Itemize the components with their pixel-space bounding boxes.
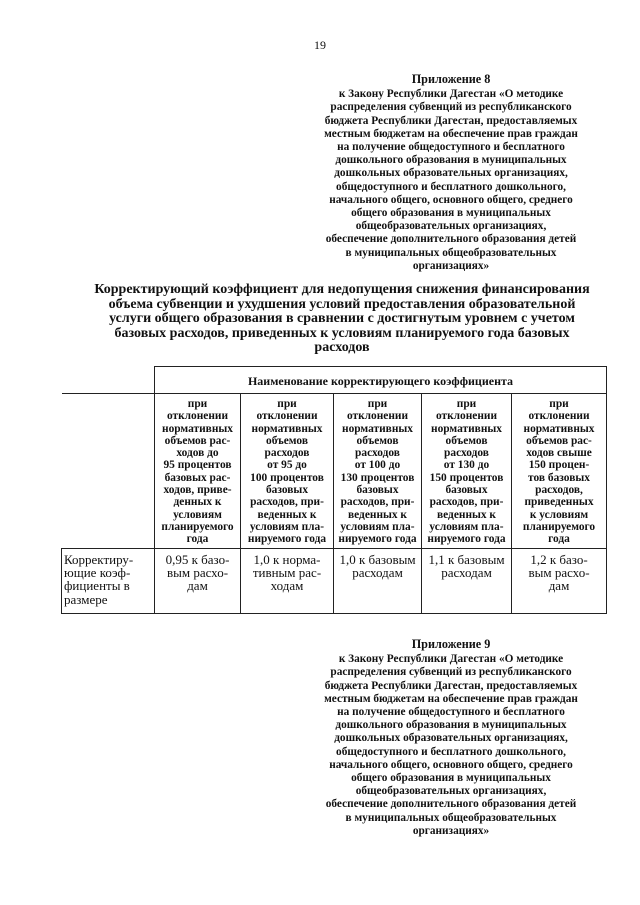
text-line: 1,1 к базовым bbox=[428, 551, 505, 567]
table-header-label: Наименование корректирующего коэффициента bbox=[155, 367, 607, 394]
text-line: отклонении bbox=[435, 410, 498, 423]
text-line: на получение общедоступного и бесплатного bbox=[337, 141, 565, 154]
text-line: планируемого bbox=[161, 520, 234, 533]
text-line: от 100 до bbox=[354, 459, 401, 472]
text-line: дам bbox=[187, 578, 208, 594]
text-line: организациях» bbox=[412, 824, 490, 837]
text-line: базовых bbox=[445, 484, 488, 497]
text-line: 1,2 к базо- bbox=[530, 551, 588, 567]
text-line: ющие коэф- bbox=[64, 564, 131, 580]
annex-8-lines bbox=[286, 88, 616, 273]
text-line: к Закону Республики Дагестан «О методике bbox=[338, 653, 564, 666]
table-corner-cell bbox=[62, 367, 155, 394]
text-line: тов базовых bbox=[528, 471, 590, 484]
text-line: общедоступного и бесплатного дошкольного, bbox=[336, 180, 566, 193]
text-line: нормативных bbox=[342, 422, 413, 435]
text-line: объемов bbox=[445, 434, 488, 447]
text-line: условиям пла- bbox=[429, 520, 504, 533]
annex-8-block bbox=[286, 73, 616, 273]
text-line: дошкольного образования в муниципальных bbox=[335, 154, 567, 167]
text-line: обеспечение дополнительного образования детей bbox=[325, 798, 577, 811]
text-line: местным бюджетам на обеспечение прав граждан bbox=[324, 692, 578, 705]
text-line: дошкольного образования в муниципальных bbox=[335, 719, 567, 732]
text-line: нормативных bbox=[523, 422, 595, 435]
text-line: дам bbox=[548, 578, 570, 594]
row-header bbox=[62, 548, 155, 613]
text-line: базовых bbox=[356, 484, 399, 497]
text-line: распределения субвенций из республиканского bbox=[330, 666, 572, 679]
text-line: общедоступного и бесплатного дошкольного, bbox=[336, 745, 566, 758]
text-line: нируемого года bbox=[427, 533, 506, 546]
text-line: базовых bbox=[265, 484, 309, 497]
text-line: от 130 до bbox=[443, 459, 490, 472]
text-line: веденных к bbox=[437, 508, 496, 521]
text-line: дошкольных образовательных организациях, bbox=[334, 732, 568, 745]
text-line: приведенных bbox=[524, 496, 594, 509]
text-line: 130 процентов bbox=[340, 471, 415, 484]
text-line: веденных к bbox=[348, 508, 407, 521]
text-line: Корректиру- bbox=[64, 551, 134, 567]
text-line: отклонении bbox=[166, 410, 229, 423]
text-line: объемов рас- bbox=[526, 434, 592, 447]
text-line: Корректирующий коэффициент для недопущения снижения финансирования bbox=[94, 282, 590, 297]
text-line: 0,95 к базо- bbox=[165, 551, 230, 567]
annex-9-title: Приложение 9 bbox=[411, 637, 491, 651]
text-line: ходов до bbox=[176, 447, 219, 460]
text-line: 95 процентов bbox=[163, 459, 232, 472]
text-line: отклонении bbox=[528, 410, 590, 423]
text-line: начального общего, основного общего, среднего bbox=[329, 758, 573, 771]
text-line: 150 процентов bbox=[429, 471, 504, 484]
text-line: при bbox=[367, 398, 388, 410]
text-line: общего образования в муниципальных bbox=[351, 772, 551, 785]
text-line: общеобразовательных организациях, bbox=[355, 785, 547, 798]
text-line: отклонении bbox=[256, 410, 318, 423]
text-line: нируемого года bbox=[338, 533, 417, 546]
text-line: фициенты в bbox=[64, 578, 130, 594]
column-header-5 bbox=[512, 394, 607, 549]
text-line: при bbox=[187, 398, 208, 410]
value-cell-5 bbox=[512, 548, 607, 613]
text-line: расходов bbox=[314, 340, 370, 356]
text-line: 150 процен- bbox=[528, 459, 590, 472]
text-line: организациях» bbox=[412, 259, 490, 272]
text-line: начального общего, основного общего, среднего bbox=[329, 193, 573, 206]
text-line: 1,0 к норма- bbox=[253, 551, 321, 567]
text-line: условиям пла- bbox=[340, 520, 415, 533]
text-line: услуги общего образования в сравнении с достигнутым уровнем с учетом bbox=[109, 311, 575, 327]
column-header-4 bbox=[422, 394, 512, 549]
column-header-1 bbox=[155, 394, 241, 549]
annex-9-block bbox=[286, 638, 616, 838]
text-line: нормативных bbox=[162, 422, 233, 435]
text-line: расходов, при- bbox=[340, 496, 415, 509]
text-line: дошкольных образовательных организациях, bbox=[334, 167, 568, 180]
text-line: объема субвенции и ухудшения условий предоставления образовательной bbox=[108, 296, 576, 312]
value-cell-4 bbox=[422, 548, 512, 613]
text-line: расходам bbox=[441, 564, 492, 580]
text-line: расходов bbox=[264, 447, 310, 460]
text-line: веденных к bbox=[257, 508, 317, 521]
page-number: 19 bbox=[314, 38, 326, 52]
annex-8-title: Приложение 8 bbox=[411, 72, 491, 86]
text-line: тивным рас- bbox=[252, 564, 322, 580]
text-line: нормативных bbox=[431, 422, 502, 435]
text-line: условиям пла- bbox=[249, 520, 325, 533]
text-line: к Закону Республики Дагестан «О методике bbox=[338, 88, 564, 101]
text-line: года bbox=[548, 533, 570, 546]
text-line: денных к bbox=[173, 496, 222, 509]
column-header-3 bbox=[334, 394, 422, 549]
text-line: нормативных bbox=[251, 422, 323, 435]
main-title bbox=[62, 283, 622, 356]
text-line: вым расхо- bbox=[528, 564, 590, 580]
text-line: года bbox=[186, 533, 209, 546]
text-line: при bbox=[549, 398, 569, 410]
text-line: 100 процентов bbox=[250, 471, 324, 484]
text-line: к условиям bbox=[529, 508, 589, 521]
text-line: при bbox=[456, 398, 477, 410]
text-line: бюджета Республики Дагестан, предоставляемых bbox=[324, 114, 578, 127]
text-line: условиям bbox=[173, 508, 222, 521]
text-line: расходов bbox=[444, 447, 489, 460]
text-line: расходам bbox=[352, 564, 403, 580]
value-cell-1 bbox=[155, 548, 241, 613]
value-cell-3 bbox=[334, 548, 422, 613]
text-line: отклонении bbox=[346, 410, 409, 423]
annex-9-lines bbox=[286, 653, 616, 838]
text-line: бюджета Республики Дагестан, предоставляемых bbox=[324, 679, 578, 692]
text-line: ходов, приве- bbox=[163, 484, 232, 497]
text-line: объемов bbox=[356, 434, 399, 447]
text-line: расходов bbox=[355, 447, 400, 460]
text-line: ходам bbox=[270, 578, 304, 594]
text-line: базовых рас- bbox=[164, 471, 231, 484]
text-line: обеспечение дополнительного образования детей bbox=[325, 233, 577, 246]
text-line: от 95 до bbox=[267, 459, 307, 472]
value-cell-2 bbox=[241, 548, 334, 613]
text-line: в муниципальных общеобразовательных bbox=[345, 246, 557, 259]
text-line: вым расхо- bbox=[166, 564, 229, 580]
text-line: при bbox=[277, 398, 297, 410]
text-line: объемов bbox=[266, 434, 308, 447]
text-line: нируемого года bbox=[247, 533, 327, 546]
text-line: местным бюджетам на обеспечение прав граждан bbox=[324, 127, 578, 140]
text-line: планируемого bbox=[522, 520, 596, 533]
text-line: расходов, при- bbox=[429, 496, 504, 509]
text-line: 1,0 к базовым bbox=[339, 551, 416, 567]
text-line: расходов, при- bbox=[250, 496, 324, 509]
text-line: на получение общедоступного и бесплатного bbox=[337, 706, 565, 719]
text-line: распределения субвенций из республиканского bbox=[330, 101, 572, 114]
text-line: объемов рас- bbox=[164, 434, 231, 447]
text-line: расходов, bbox=[535, 484, 583, 497]
table-corner-body bbox=[62, 394, 155, 549]
text-line: в муниципальных общеобразовательных bbox=[345, 811, 557, 824]
text-line: ходов свыше bbox=[526, 447, 592, 460]
column-header-2 bbox=[241, 394, 334, 549]
coefficient-table bbox=[61, 366, 607, 614]
text-line: размере bbox=[64, 591, 108, 607]
text-line: общеобразовательных организациях, bbox=[355, 220, 547, 233]
text-line: базовых расходов, приведенных к условиям планируемого года базовых bbox=[114, 325, 570, 341]
text-line: общего образования в муниципальных bbox=[351, 207, 551, 220]
